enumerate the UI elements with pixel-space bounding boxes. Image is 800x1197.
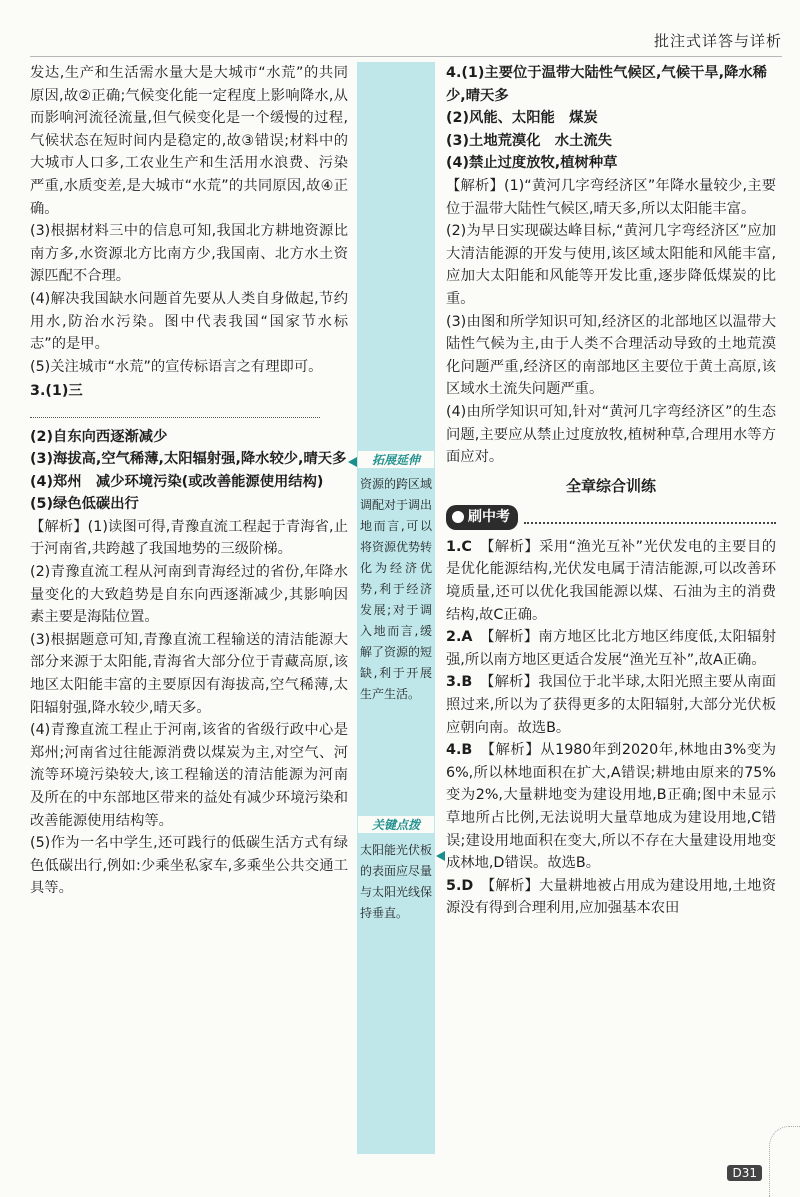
paragraph: (4)青豫直流工程止于河南,该省的省级行政中心是郑州;河南省过往能源消费以煤炭为主,对空气、河流等环境污染较大,该工程输送的清洁能源为河南及所在的中东部地区带来的益处有减少环境污染和改善能源使用结构等。 [30,722,348,829]
page-header-title: 批注式详答与详析 [653,32,782,50]
paragraph: (2)青豫直流工程从河南到青海经过的省份,年降水量变化的大致趋势是自东向西逐渐减少,其影响因素主要是海陆位置。 [30,564,348,626]
paragraph: (5)作为一名中学生,还可践行的低碳生活方式有绿色低碳出行,例如:少乘坐私家车,多乘坐公共交通工具等。 [30,835,348,897]
paragraph: (2)为早日实现碳达峰目标,“黄河几字弯经济区”应加大清洁能源的开发与使用,该区域太阳能和风能丰富,应加大太阳能和风能等开发比重,逐步降低煤炭的比重。 [446,223,776,307]
dotted-divider [524,512,776,524]
paragraph: 【解析】(1)“黄河几字弯经济区”年降水量较少,主要位于温带大陆性气候区,晴天多,所以太阳能丰富。 [446,177,776,217]
arrow-right-icon [436,851,445,861]
arrow-left-icon [348,457,357,467]
brush-icon-badge: 刷中考 [446,505,518,530]
sidebar-tag-extension: 拓展延伸 [358,451,434,468]
q3-answer-1: 3.(1)三 [30,380,348,425]
mc-item: 2.A 【解析】南方地区比北方地区纬度低,太阳辐射强,所以南方地区更适合发展“渔光互补”,故A正确。 [446,629,776,668]
q4-answer-1: 4.(1)主要位于温带大陆性气候区,气候干旱,降水稀少,晴天多 [446,65,767,104]
q3-answer-5: (5)绿色低碳出行 [30,496,139,513]
page-corner-decoration [769,1126,800,1197]
section-title: 全章综合训练 [565,476,656,495]
sidebar-text-extension: 资源的跨区域调配对于调出地而言,可以将资源优势转化为经济优势,利于经济发展;对于调入地而言,缓解了资源的短缺,利于开展生产生活。 [360,477,433,701]
page-number: D31 [727,1165,762,1181]
paragraph: 【解析】(1)读图可得,青豫直流工程起于青海省,止于河南省,共跨越了我国地势的三级阶梯。 [30,518,348,558]
paragraph: (4)由所学知识可知,针对“黄河几字弯经济区”的生态问题,主要应从禁止过度放牧,植树种草,合理用水等方面应对。 [446,403,776,466]
mc-item: 3.B 【解析】我国位于北半球,太阳光照主要从南面照过来,所以为了获得更多的太阳辐射,大部分光伏板应朝向南。故选B。 [446,674,776,736]
paragraph: (3)根据材料三中的信息可知,我国北方耕地资源比南方多,水资源北方比南方少,我国南、北方水土资源匹配不合理。 [30,223,348,285]
paragraph: (4)解决我国缺水问题首先要从人类自身做起,节约用水,防治水污染。图中代表我国“国家节水标志”的是甲。 [30,290,348,353]
sidebar-tag-key: 关键点拨 [358,816,434,833]
q4-answer-3: (3)土地荒漠化 水土流失 [446,132,612,149]
left-column [30,62,348,900]
paragraph: (3)由图和所学知识可知,经济区的北部地区以温带大陆性气候为主,由于人类不合理活动导致的土地荒漠化问题严重,经济区的南部地区主要位于黄土高原,该区域水土流失问题严重。 [446,313,776,398]
paragraph: 发达,生产和生活需水量大是大城市“水荒”的共同原因,故②正确;气候变化能一定程度上影响降水,从而影响河流径流量,但气候变化是一个缓慢的过程,气候状态在短时间内是稳定的,故③错误;材料中的大城市人口多,工农业生产和生活用水浪费、污染严重,水质变差,是大城市“水荒”的共同原因,故④正确。 [30,65,348,217]
paragraph: (5)关注城市“水荒”的宣传标语言之有理即可。 [30,358,323,375]
sidebar-text-key: 太阳能光伏板的表面应尽量与太阳光线保持垂直。 [360,843,433,920]
mc-item: 5.D 【解析】大量耕地被占用成为建设用地,土地资源没有得到合理利用,应加强基本农田 [446,877,776,917]
q3-answer-4: (4)郑州 减少环境污染(或改善能源使用结构) [30,473,324,490]
right-column [446,62,776,920]
q4-answer-4: (4)禁止过度放牧,植树种草 [446,155,618,172]
header-rule [30,56,782,57]
q3-answer-2: (2)自东向西逐渐减少 [30,428,168,445]
paragraph: (3)根据题意可知,青豫直流工程输送的清洁能源大部分来源于太阳能,青海省大部分位于青藏高原,该地区太阳能丰富的主要原因有海拔高,空气稀薄,太阳辐射强,降水较少,晴天多。 [30,631,348,716]
exam-badge-row [446,505,776,530]
q4-answer-2: (2)风能、太阳能 煤炭 [446,110,598,127]
mc-item: 1.C 【解析】采用“渔光互补”光伏发电的主要目的是优化能源结构,光伏发电属于清洁能源,可以改善环境质量,还可以优化我国能源以煤、石油为主的消费结构,故C正确。 [446,538,777,623]
mc-item: 4.B 【解析】从1980年到2020年,林地由3%变为6%,所以林地面积在扩大,A错误;耕地由原来的75%变为2%,大量耕地变为建设用地,B正确;图中未显示草地所占比例,无法说明大量草地成为建设用地,C错误;建设用地面积在变大,所以不存在大量建设用地变成林地,D错误。故选B。 [446,742,777,872]
q3-answer-3: (3)海拔高,空气稀薄,太阳辐射强,降水较少,晴天多 [30,451,347,468]
